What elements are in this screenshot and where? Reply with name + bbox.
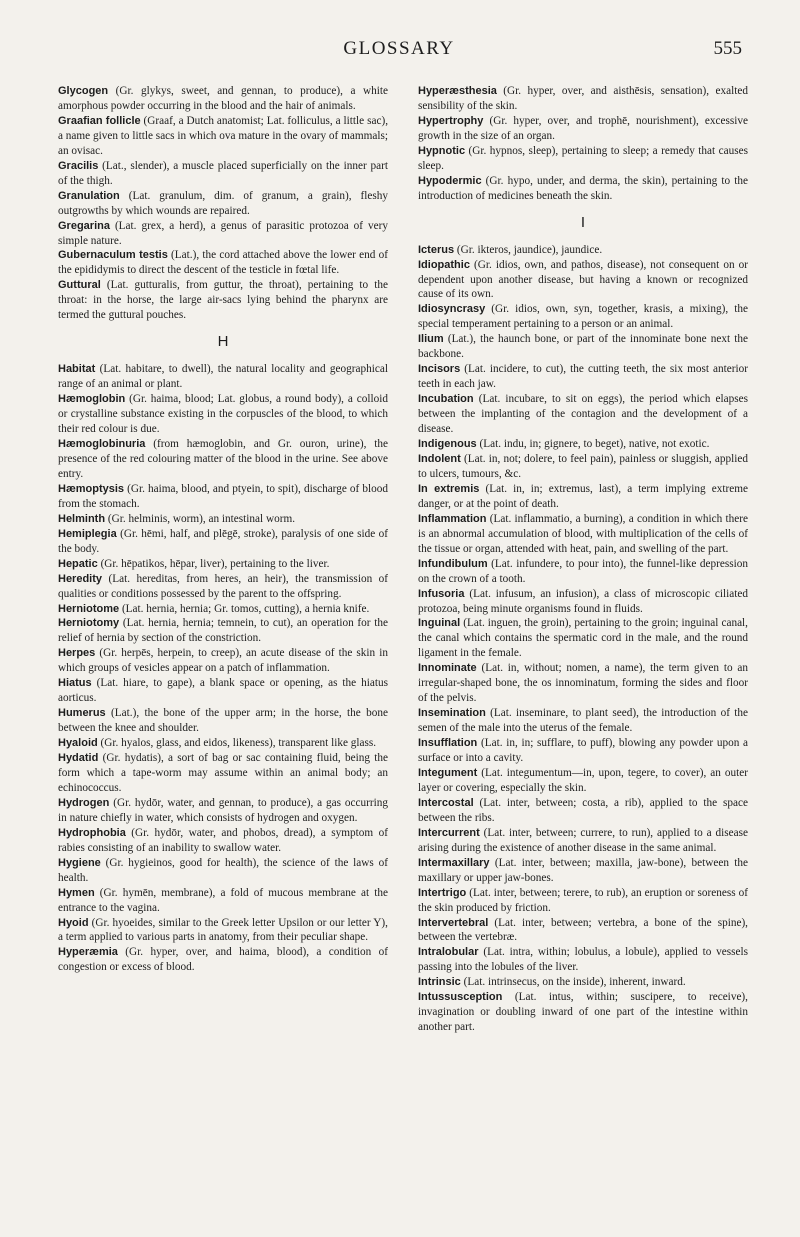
glossary-entry [58,676,388,706]
entry-definition: (Gr. hyoeides, similar to the Greek letter Upsilon or our letter Y), a term applied to various parts in anatomy, from their peculiar shape. [58,916,388,944]
glossary-entry [58,916,388,946]
entry-definition: (Gr. hydōr, water, and gennan, to produce), a gas occurring in nature chiefly in water, which consists of hydrogen and oxygen. [58,796,388,824]
entry-definition: (Lat.), the haunch bone, or part of the innominate bone next the backbone. [418,333,748,361]
entry-term: Hydrogen [58,796,110,809]
entry-definition: (Lat. indu, in; gignere, to beget), native, not exotic. [476,438,710,451]
glossary-entry [418,174,748,204]
glossary-entry [418,243,748,258]
glossary-entry [58,736,388,751]
entry-term: Guttural [58,279,101,292]
entry-term: Herpes [58,647,96,660]
entry-term: Insemination [418,707,486,720]
entry-definition: (Lat. infundere, to pour into), the funnel-like depression on the crown of a tooth. [418,557,748,585]
glossary-entry [418,796,748,826]
entry-term: Granulation [58,189,120,202]
glossary-entry [58,219,388,249]
entry-definition: (Lat. incidere, to cut), the cutting teeth, the six most anterior teeth in each jaw. [418,363,748,391]
page-header [56,38,742,68]
glossary-entry [58,572,388,602]
glossary-entry [418,392,748,437]
entry-term: Intermaxillary [418,856,490,869]
entry-definition: (Lat. in, in; sufflare, to puff), blowing any powder upon a surface or into a cavity. [418,737,748,765]
entry-term: Innominate [418,662,477,675]
entry-term: Graafian follicle [58,114,141,127]
entry-definition: (Gr. hydatis), a sort of bag or sac containing fluid, being the form which a tape-worm may assume within an animal body; an echinococcus. [58,752,388,794]
entry-definition: (Lat. in, without; nomen, a name), the term given to an irregular-shaped bone, the os innominatum, forming the sides and floor of the pelvis. [418,662,748,705]
entry-term: Integument [418,766,478,779]
glossary-entry [58,751,388,796]
glossary-entry [418,766,748,796]
entry-term: Incubation [418,393,474,406]
entry-term: Hæmoptysis [58,482,125,495]
left-column [58,84,388,1035]
entry-term: Humerus [58,707,106,720]
entry-definition: (Lat. integumentum—in, upon, tegere, to cover), an outer layer or covering, especially the skin. [418,766,748,794]
glossary-entry [418,557,748,587]
entry-term: Icterus [418,243,455,256]
entry-definition: (Gr. hyalos, glass, and eidos, likeness), transparent like glass. [97,737,377,750]
entry-term: Idiosyncrasy [418,303,486,316]
section-letter: I [580,213,586,231]
glossary-entry [58,945,388,975]
entry-term: Infusoria [418,587,465,600]
glossary-entry [418,945,748,975]
glossary-entry [418,916,748,946]
entry-term: Hæmoglobin [58,393,126,406]
entry-definition: (Lat. inter, between; maxilla, jaw-bone), between the maxillary or upper jaw-bones. [418,856,748,884]
glossary-entry [418,616,748,661]
entry-term: Intercostal [418,796,474,809]
entry-definition: (Lat. intra, within; lobulus, a lobule), applied to vessels passing into the lobules of the liver. [418,946,748,974]
entry-definition: (Lat. hereditas, from heres, an heir), the transmission of qualities or conditions possessed by the parent to the offspring. [58,572,388,600]
page-number: 555 [713,38,742,59]
entry-term: Hemiplegia [58,527,117,540]
entry-term: Intussusception [418,991,503,1004]
entry-definition: (Lat. incubare, to sit on eggs), the period which elapses between the implanting of the contagion and the development of a disease. [418,393,748,436]
entry-definition: (Lat. inter, between; currere, to run), applied to a disease arising during the existence of another disease in the same animal. [418,826,748,854]
entry-definition: (Gr. hyper, over, and aisthēsis, sensation), exalted sensibility of the skin. [418,85,748,112]
glossary-entry [58,114,388,159]
entry-term: Insufflation [418,737,478,750]
entry-term: Intrinsic [418,976,461,989]
entry-definition: (Lat. inguen, the groin), pertaining to the groin; inguinal canal, the canal which contains the spermatic cord in the male, and the round ligament in the female. [418,617,748,660]
entry-term: Intervertebral [418,916,489,929]
glossary-entry [418,886,748,916]
entry-term: Hypertrophy [418,114,484,127]
entry-definition: (Lat. grex, a herd), a genus of parasitic protozoa of very simple nature. [58,219,388,247]
glossary-entry [418,990,748,1035]
glossary-entry [418,856,748,886]
glossary-entry [418,587,748,617]
entry-term: Herniotome [58,602,120,615]
glossary-entry [418,302,748,332]
entry-definition: (Gr. hyper, over, and haima, blood), a condition of congestion or excess of blood. [58,946,388,974]
glossary-entry [58,886,388,916]
glossary-entry [418,437,748,452]
entry-term: Habitat [58,363,96,376]
entry-definition: (Lat. in, not; dolere, to feel pain), painless or sluggish, applied to ulcers, tumours, &c. [418,452,748,480]
glossary-entry [418,661,748,706]
right-column [418,84,748,1035]
entry-term: Hæmoglobinuria [58,438,146,451]
entry-definition: (Lat.), the cord attached above the lower end of the epididymis to direct the descent of the testicle in fœtal life. [58,249,388,277]
glossary-entry [58,392,388,437]
entry-term: Hypnotic [418,144,466,157]
entry-definition: (Gr. herpēs, herpein, to creep), an acute disease of the skin in which groups of vesicles appear on a patch of inflammation. [58,647,388,675]
glossary-entry [418,452,748,482]
entry-term: Inguinal [418,617,461,630]
entry-term: Heredity [58,572,103,585]
entry-definition: (Graaf, a Dutch anatomist; Lat. folliculus, a little sac), a name given to little sacs in which ova mature in the ovary of mammals; an ovisac. [58,114,389,157]
glossary-entry [418,258,748,303]
entry-term: Idiopathic [418,258,470,271]
entry-definition: (Lat. inseminare, to plant seed), the introduction of the semen of the male into the uterus of the female. [418,707,748,735]
entry-definition: (Gr. helminis, worm), an intestinal worm. [105,512,296,525]
entry-term: Inflammation [418,512,487,525]
entry-term: Hygiene [58,856,101,869]
glossary-entry [418,332,748,362]
glossary-entry [58,189,388,219]
glossary-entry [418,512,748,557]
entry-term: Indigenous [418,438,477,451]
entry-term: Hyperæsthesia [418,85,497,97]
entry-term: Indolent [418,452,461,465]
entry-term: Hymen [58,886,95,899]
entry-definition: (Gr. hydōr, water, and phobos, dread), a symptom of rabies consisting of an inability to swallow water. [58,826,388,854]
entry-definition: (Gr. haima, blood; Lat. globus, a round body), a colloid or crystalline substance existing in the corpuscles of the blood, to which their red colour is due. [58,393,388,436]
glossary-entry [58,796,388,826]
glossary-entry [58,602,388,617]
entry-term: Hiatus [58,677,92,690]
entry-definition: (Gr. hyper, over, and trophē, nourishment), excessive growth in the size of an organ. [418,114,748,142]
glossary-entry [58,616,388,646]
entry-definition: (Lat. gutturalis, from guttur, the throat), pertaining to the throat: in the horse, the large air-sacs lying behind the pharynx are termed the guttural pouches. [58,279,388,322]
entry-term: Glycogen [58,85,109,97]
entry-definition: (Gr. hypnos, sleep), pertaining to sleep; a remedy that causes sleep. [418,144,748,172]
entry-term: Hyperæmia [58,946,118,959]
entry-term: In extremis [418,482,480,495]
glossary-entry [418,362,748,392]
entry-term: Gregarina [58,219,110,232]
entry-term: Intralobular [418,946,479,959]
glossary-entry [58,706,388,736]
section-letter: H [217,333,229,351]
glossary-entry [58,826,388,856]
entry-term: Intercurrent [418,826,480,839]
entry-term: Herniotomy [58,617,120,630]
entry-definition: (Lat. hernia, hernia; temnein, to cut), an operation for the relief of hernia by section of the constriction. [58,617,388,645]
entry-definition: (Gr. ikteros, jaundice), jaundice. [454,243,603,256]
entry-term: Hydatid [58,752,99,765]
entry-term: Incisors [418,363,461,376]
entry-definition: (Gr. hymēn, membrane), a fold of mucous membrane at the entrance to the vagina. [58,886,388,914]
glossary-entry [58,482,388,512]
entry-definition: (Lat. inflammatio, a burning), a condition in which there is an abnormal accumulation of blood, with multiplication of the cells of the tissue or organ, attended with heat, pain, and swelling of the part. [418,512,748,555]
entry-definition: (Gr. hygieinos, good for health), the science of the laws of health. [58,856,388,884]
entry-definition: (Lat.), the bone of the upper arm; in the horse, the bone between the knee and shoulder. [58,707,388,735]
entry-definition: (Lat. granulum, dim. of granum, a grain), fleshy outgrowths by which wounds are repaired. [58,189,388,217]
glossary-entry [58,278,388,323]
glossary-entry [58,856,388,886]
glossary-entry [58,84,388,114]
glossary-entry [58,159,388,189]
entry-definition: (Lat. in, in; extremus, last), a term implying extreme danger, or at the point of death. [418,482,748,510]
glossary-entry [418,114,748,144]
entry-definition: (Lat. inter, between; costa, a rib), applied to the space between the ribs. [418,796,748,824]
glossary-entry [58,512,388,527]
entry-definition: (Lat. inter, between; terere, to rub), an eruption or soreness of the skin produced by friction. [418,886,748,914]
entry-term: Hepatic [58,557,98,570]
glossary-entry [58,646,388,676]
glossary-entry [58,527,388,557]
entry-definition: (Gr. glykys, sweet, and gennan, to produce), a white amorphous powder occurring in the blood and the hair of animals. [58,85,388,112]
entry-definition: (Lat., slender), a muscle placed superficially on the inner part of the thigh. [58,159,388,187]
entry-term: Gubernaculum testis [58,249,168,262]
glossary-entry [418,736,748,766]
entry-definition: (Gr. hēmi, half, and plēgē, stroke), paralysis of one side of the body. [58,527,388,555]
entry-definition: (Gr. idios, own, syn, together, krasis, a mixing), the special temperament pertaining to a person or an animal. [418,303,748,331]
glossary-entry [418,826,748,856]
glossary-entry [418,144,748,174]
entry-definition: (Lat. habitare, to dwell), the natural locality and geographical range of an animal or plant. [58,363,388,391]
glossary-entry [58,248,388,278]
glossary-entry [58,437,388,482]
glossary-entry [418,482,748,512]
entry-term: Hydrophobia [58,826,126,839]
entry-definition: (Gr. hypo, under, and derma, the skin), pertaining to the introduction of medicines beneath the skin. [418,174,748,202]
entry-definition: (Lat. inter, between; vertebra, a bone of the spine), between the vertebræ. [418,916,748,944]
glossary-entry [418,706,748,736]
entry-term: Infundibulum [418,557,488,570]
glossary-columns [58,84,748,1035]
entry-term: Gracilis [58,159,99,172]
entry-definition: (Gr. hēpatikos, hēpar, liver), pertaining to the liver. [97,557,330,570]
entry-definition: (Lat. intrinsecus, on the inside), inherent, inward. [460,976,686,989]
entry-term: Intertrigo [418,886,467,899]
entry-definition: (Lat. intus, within; suscipere, to receive), invagination or doubling inward of one part of the intestine within another part. [418,991,748,1034]
entry-definition: (Lat. hernia, hernia; Gr. tomos, cutting), a hernia knife. [119,602,370,615]
glossary-entry [58,557,388,572]
entry-definition: (Gr. haima, blood, and ptyein, to spit), discharge of blood from the stomach. [58,482,388,510]
entry-term: Hyoid [58,916,89,929]
entry-term: Hypodermic [418,174,482,187]
entry-definition: (from hæmoglobin, and Gr. ouron, urine), the presence of the red colouring matter of the blood in the urine. See above entry. [58,438,388,480]
entry-term: Ilium [418,333,444,346]
glossary-entry [418,84,748,114]
entry-term: Helminth [58,512,106,525]
entry-definition: (Lat. infusum, an infusion), a class of microscopic ciliated protozoa, being minute organisms found in fluids. [418,587,748,615]
entry-definition: (Gr. idios, own, and pathos, disease), not consequent on or dependent upon another disease, but having a known or recognized cause of its own. [418,258,748,301]
page-title: GLOSSARY [343,38,455,59]
glossary-entry [58,362,388,392]
entry-definition: (Lat. hiare, to gape), a blank space or opening, as the hiatus aorticus. [58,677,388,705]
entry-term: Hyaloid [58,737,98,750]
glossary-entry [418,975,748,990]
